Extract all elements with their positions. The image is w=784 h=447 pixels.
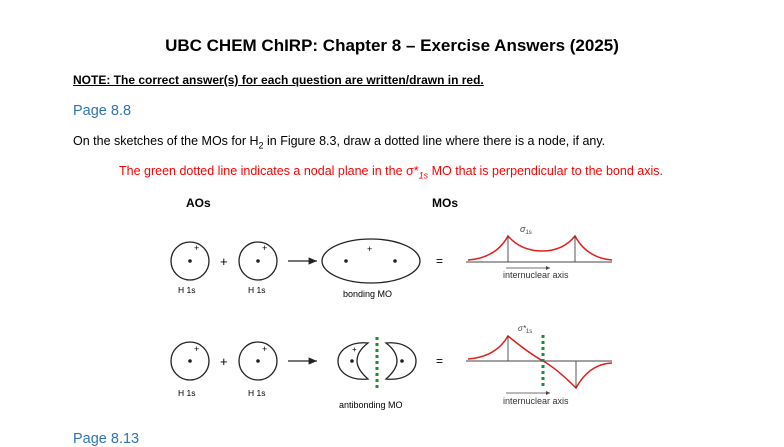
section-heading-page-8-13: Page 8.13 <box>73 431 140 447</box>
nucleus-dot <box>188 359 192 363</box>
h1s-label: H 1s <box>248 388 266 398</box>
bonding-mo-label: bonding MO <box>343 289 393 299</box>
phase-plus: + <box>194 243 200 253</box>
nucleus-dot <box>393 259 397 263</box>
section-heading-page-8-8: Page 8.8 <box>73 103 132 119</box>
h1s-label: H 1s <box>248 285 266 295</box>
nucleus-dot <box>350 359 354 363</box>
nucleus-dot <box>188 259 192 263</box>
phase-plus: + <box>367 244 373 254</box>
antibonding-wavefunction-curve <box>468 336 612 388</box>
antibonding-mo-label: antibonding MO <box>339 400 403 410</box>
nucleus-dot <box>256 259 260 263</box>
equals-sign: = <box>436 254 444 268</box>
question-text: On the sketches of the MOs for $H_2$ in Figure 8.3, draw a dotted line where there is a node, if any. <box>73 134 606 151</box>
plus-operator: + <box>220 254 228 269</box>
sigma-star-label: $\sigma*_{1s}$ <box>518 324 533 335</box>
nucleus-dot <box>256 359 260 363</box>
equals-sign: = <box>436 354 444 368</box>
answer-text: The green dotted line indicates a nodal plane in the $\sigma*_{1s}$ MO that is perpendicular to the bond axis. <box>119 164 663 181</box>
h1s-label: H 1s <box>178 285 196 295</box>
internuclear-axis-label: internuclear axis <box>503 396 569 406</box>
internuclear-axis-label: internuclear axis <box>503 270 569 280</box>
bonding-wavefunction-curve <box>468 236 612 260</box>
antibonding-row <box>171 324 612 410</box>
phase-plus: + <box>262 243 268 253</box>
phase-plus: + <box>262 344 268 354</box>
nucleus-dot <box>400 359 404 363</box>
plus-operator: + <box>220 354 228 369</box>
phase-plus: + <box>352 345 357 354</box>
phase-plus: + <box>194 344 200 354</box>
h1s-label: H 1s <box>178 388 196 398</box>
page-title: UBC CHEM ChIRP: Chapter 8 – Exercise Answers (2025) <box>165 36 619 55</box>
answer-note: NOTE: The correct answer(s) for each question are written/drawn in red. <box>73 73 484 87</box>
nucleus-dot <box>344 259 348 263</box>
bonding-row <box>171 224 612 299</box>
mos-header: MOs <box>432 196 459 210</box>
sigma-label: $\sigma_{1s}$ <box>520 224 532 236</box>
aos-header: AOs <box>186 196 211 210</box>
